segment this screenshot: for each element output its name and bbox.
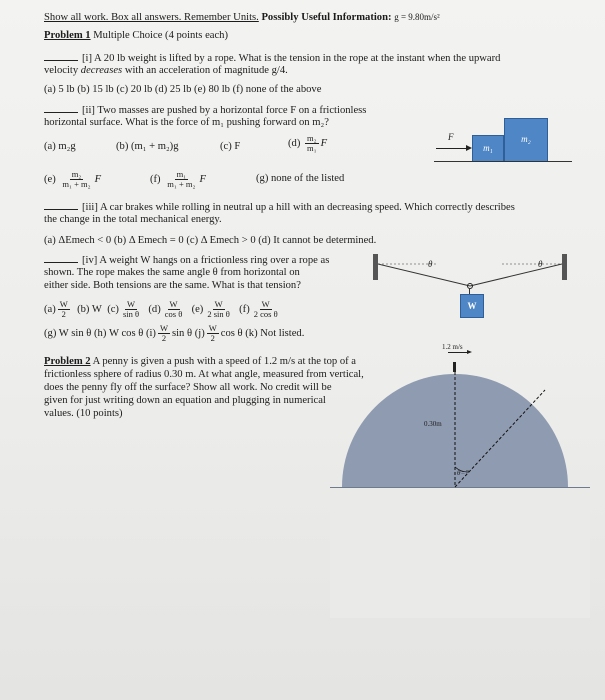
g-value: g = 9.80m/s² bbox=[394, 12, 440, 22]
q3-line1: [iii] A car brakes while rolling in neutral up a hill with an decreasing speed. Which correctly describes bbox=[44, 200, 515, 214]
mass-m2-box: m₂ bbox=[504, 118, 548, 162]
q4-options-row2: (g) W sin θ (h) W cos θ (i) $\frac{W}{2}$ sin θ (j) $\frac{W}{2}$ cos θ (k) Not listed. bbox=[44, 323, 305, 343]
answer-blank[interactable] bbox=[44, 200, 78, 210]
instructions: Show all work. Box all answers. Remember Units. bbox=[44, 12, 259, 23]
q2-opt-g: (g) none of the listed bbox=[256, 173, 345, 184]
answer-blank[interactable] bbox=[44, 51, 78, 61]
problem2-line2: frictionless sphere of radius 0.30 m. At what angle, measured from vertical, bbox=[44, 369, 364, 380]
problem1-title: Problem 1 bbox=[44, 30, 91, 41]
q3-options: (a) ΔEmech < 0 (b) Δ Emech = 0 (c) Δ Emech > 0 (d) It cannot be determined. bbox=[44, 235, 377, 246]
problem2-line4: given for just writing down an equation and plugging in numerical bbox=[44, 395, 326, 406]
problem2-title: Problem 2 bbox=[44, 356, 91, 367]
header bbox=[44, 11, 440, 24]
angle-label: θ=? bbox=[457, 469, 469, 477]
problem1-heading bbox=[44, 29, 228, 42]
weight-box: W bbox=[460, 294, 484, 318]
q3-line2: the change in the total mechanical energy. bbox=[44, 214, 222, 225]
q1-options: (a) 5 lb (b) 15 lb (c) 20 lb (d) 25 lb (e) 80 lb (f) none of the above bbox=[44, 84, 322, 95]
q2-line2: horizontal surface. What is the force of m₁ pushing forward on m₂? bbox=[44, 117, 329, 128]
q2-opt-c: (c) F bbox=[220, 141, 241, 152]
q4-line2: shown. The rope makes the same angle θ from horizontal on bbox=[44, 267, 300, 278]
force-label: F bbox=[448, 132, 454, 142]
q2-line1: [ii] Two masses are pushed by a horizontal force F on a frictionless bbox=[44, 103, 366, 117]
q2-opt-d: (d) $\frac{\text{m₂}}{\text{m₁}}$ F bbox=[288, 133, 328, 153]
dome-cutoff bbox=[330, 488, 590, 618]
answer-blank[interactable] bbox=[44, 253, 78, 263]
speed-label: 1.2 m/s bbox=[442, 343, 463, 351]
theta-left-label: θ bbox=[428, 259, 433, 269]
problem2-line3: does the penny fly off the surface? Show all work. No credit will be bbox=[44, 382, 332, 393]
theta-right-label: θ bbox=[538, 259, 543, 269]
problem2-line5: values. (10 points) bbox=[44, 408, 123, 419]
ground-line bbox=[434, 161, 572, 162]
useful-info-label: Possibly Useful Information: bbox=[261, 12, 392, 23]
problem1-subtitle: Multiple Choice (4 points each) bbox=[93, 30, 228, 41]
q1-line2: velocity decreases with an acceleration of magnitude g/4. bbox=[44, 65, 288, 76]
q1-line1: [i] A 20 lb weight is lifted by a rope. What is the tension in the rope at the instant when the upward bbox=[44, 51, 500, 65]
q2-opt-b: (b) (m₁ + m₂)g bbox=[116, 141, 179, 152]
right-wall bbox=[562, 254, 567, 280]
radius-label: 0.30m bbox=[424, 420, 442, 428]
velocity-arrowhead bbox=[467, 350, 472, 354]
q4-options-row1: (a) $\frac{W}{2}$ (b) W (c) $\frac{W}{\text{sin θ}}$ (d) $\frac{W}{\text{cos θ}}$ (e) $\frac{W}{\text{2 sin θ}}$ (f) $\frac{W}{\text{2 cos θ}}$ bbox=[44, 299, 278, 319]
problem2-line1: Problem 2 A penny is given a push with a speed of 1.2 m/s at the top of a bbox=[44, 356, 356, 367]
q4-line1: [iv] A weight W hangs on a frictionless ring over a rope as bbox=[44, 253, 329, 267]
q2-opt-f: (f) $\frac{\text{m₁}}{\text{m₁ + m₂}}$ F bbox=[150, 169, 206, 189]
force-arrow bbox=[436, 148, 468, 149]
q4-line3: either side. Both tensions are the same. What is that tension? bbox=[44, 280, 301, 291]
q2-opt-a: (a) m₂g bbox=[44, 141, 76, 152]
rope-svg bbox=[378, 254, 562, 294]
velocity-arrow bbox=[448, 352, 468, 353]
rope-left bbox=[378, 264, 470, 286]
rope-right bbox=[470, 264, 562, 286]
q2-opt-e: (e) $\frac{\text{m₂}}{\text{m₁ + m₂}}$ F bbox=[44, 169, 102, 189]
answer-blank[interactable] bbox=[44, 103, 78, 113]
penny bbox=[453, 362, 456, 372]
mass-m1-box: m₁ bbox=[472, 135, 504, 162]
